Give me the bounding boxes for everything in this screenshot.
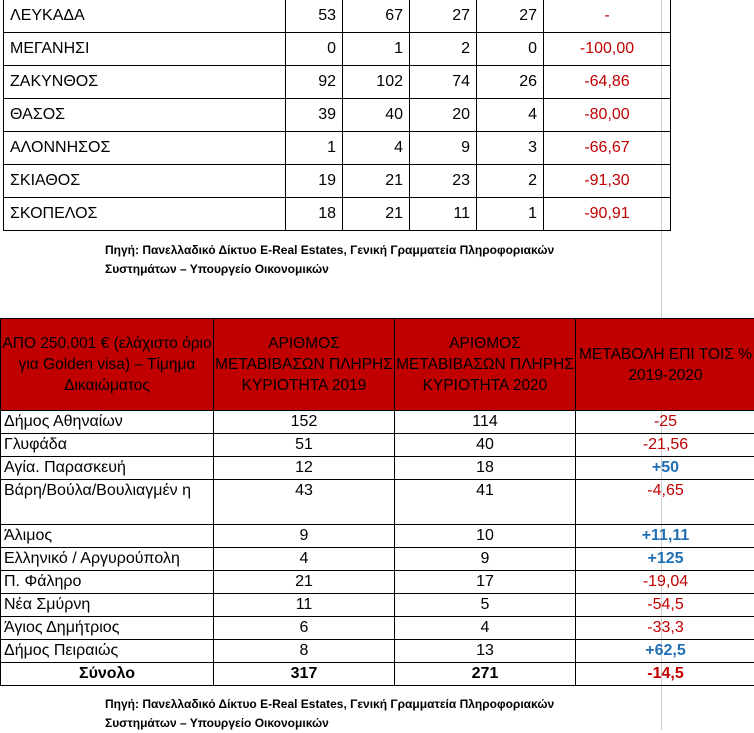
table-row <box>1 640 754 663</box>
cell-y2020: 114 <box>395 411 576 434</box>
cell-v4: 2 <box>477 165 544 198</box>
cell-v1: 53 <box>286 0 343 33</box>
cell-y2020: 5 <box>395 594 576 617</box>
cell-area: Γλυφάδα <box>1 434 214 457</box>
cell-area: Π. Φάληρο <box>1 571 214 594</box>
cell-v3: 27 <box>410 0 477 33</box>
cell-area: Νέα Σμύρνη <box>1 594 214 617</box>
cell-v3: 23 <box>410 165 477 198</box>
cell-v3: 9 <box>410 132 477 165</box>
cell-y2019: 9 <box>214 525 395 548</box>
cell-change: -66,67 <box>544 132 671 165</box>
source-note-top <box>105 241 625 279</box>
cell-v1: 19 <box>286 165 343 198</box>
cell-change: -80,00 <box>544 99 671 132</box>
cell-name: ΣΚΙΑΘΟΣ <box>4 165 286 198</box>
cell-v3: 74 <box>410 66 477 99</box>
cell-y2019: 51 <box>214 434 395 457</box>
cell-v3: 11 <box>410 198 477 231</box>
cell-v4: 26 <box>477 66 544 99</box>
header-cell: ΑΡΙΘΜΟΣ ΜΕΤΑΒΙΒΑΣΩΝ ΠΛΗΡΗΣ ΚΥΡΙΟΤΗΤΑ 2020 <box>395 319 576 411</box>
cell-area: Βάρη/Βούλα/Βουλιαγμέν η <box>1 480 214 525</box>
cell-y2020: 17 <box>395 571 576 594</box>
cell-v2: 21 <box>343 198 410 231</box>
islands-table <box>3 0 671 231</box>
table-row <box>4 66 671 99</box>
table-row <box>1 434 754 457</box>
source-note-bottom <box>105 695 625 733</box>
table-row <box>4 165 671 198</box>
cell-v2: 102 <box>343 66 410 99</box>
cell-change: -33,3 <box>576 617 754 640</box>
cell-name: ΛΕΥΚΑΔΑ <box>4 0 286 33</box>
header-cell: ΑΠΟ 250.001 € (ελάχιστο όριο για Golden visa) – Τίμημα Δικαιώματος <box>1 319 214 411</box>
cell-name: ΑΛΟΝΝΗΣΟΣ <box>4 132 286 165</box>
source-line: Συστημάτων – Υπουργείο Οικονομικών <box>105 714 625 733</box>
cell-y2019: 12 <box>214 457 395 480</box>
cell-change: +11,11 <box>576 525 754 548</box>
cell-v4: 4 <box>477 99 544 132</box>
cell-y2020: 13 <box>395 640 576 663</box>
source-line: Συστημάτων – Υπουργείο Οικονομικών <box>105 260 625 279</box>
table-row <box>1 457 754 480</box>
cell-y2019: 11 <box>214 594 395 617</box>
cell-v2: 21 <box>343 165 410 198</box>
cell-name: ΖΑΚΥΝΘΟΣ <box>4 66 286 99</box>
cell-y2020: 271 <box>395 663 576 686</box>
cell-area: Άγιος Δημήτριος <box>1 617 214 640</box>
cell-change: -19,04 <box>576 571 754 594</box>
cell-area: Άλιμος <box>1 525 214 548</box>
cell-v4: 1 <box>477 198 544 231</box>
cell-change: +125 <box>576 548 754 571</box>
cell-change: -90,91 <box>544 198 671 231</box>
cell-y2019: 21 <box>214 571 395 594</box>
cell-v1: 0 <box>286 33 343 66</box>
header-cell: ΑΡΙΘΜΟΣ ΜΕΤΑΒΙΒΑΣΩΝ ΠΛΗΡΗΣ ΚΥΡΙΟΤΗΤΑ 2019 <box>214 319 395 411</box>
table-row <box>1 617 754 640</box>
cell-area: Δήμος Αθηναίων <box>1 411 214 434</box>
cell-area: Αγία. Παρασκευή <box>1 457 214 480</box>
cell-v1: 1 <box>286 132 343 165</box>
cell-v4: 3 <box>477 132 544 165</box>
table-row <box>4 132 671 165</box>
cell-area: Ελληνικό / Αργυρούπολη <box>1 548 214 571</box>
cell-v2: 67 <box>343 0 410 33</box>
source-line: Πηγή: Πανελλαδικό Δίκτυο E-Real Estates, Γενική Γραμματεία Πληροφοριακών <box>105 695 625 714</box>
cell-y2020: 41 <box>395 480 576 525</box>
table-row <box>4 33 671 66</box>
cell-area: Σύνολο <box>1 663 214 686</box>
cell-v1: 39 <box>286 99 343 132</box>
cell-change: -14,5 <box>576 663 754 686</box>
cell-change: -25 <box>576 411 754 434</box>
cell-change: -64,86 <box>544 66 671 99</box>
cell-change: -100,00 <box>544 33 671 66</box>
cell-change: -21,56 <box>576 434 754 457</box>
cell-change: -54,5 <box>576 594 754 617</box>
table-row <box>1 525 754 548</box>
cell-area: Δήμος Πειραιώς <box>1 640 214 663</box>
cell-v1: 18 <box>286 198 343 231</box>
cell-y2019: 6 <box>214 617 395 640</box>
cell-change: - <box>544 0 671 33</box>
header-cell: ΜΕΤΑΒΟΛΗ ΕΠΙ ΤΟΙΣ % 2019-2020 <box>576 319 754 411</box>
cell-v4: 27 <box>477 0 544 33</box>
table-row <box>1 480 754 525</box>
header-row <box>1 319 754 411</box>
table-row <box>1 411 754 434</box>
cell-v4: 0 <box>477 33 544 66</box>
athens-golden-visa-table <box>0 318 754 686</box>
cell-y2019: 43 <box>214 480 395 525</box>
cell-change: -91,30 <box>544 165 671 198</box>
cell-v3: 20 <box>410 99 477 132</box>
table-row <box>1 594 754 617</box>
table-row <box>1 548 754 571</box>
cell-v2: 4 <box>343 132 410 165</box>
cell-y2019: 317 <box>214 663 395 686</box>
table-row <box>4 198 671 231</box>
table-row <box>4 0 671 33</box>
cell-y2020: 10 <box>395 525 576 548</box>
cell-change: +62,5 <box>576 640 754 663</box>
cell-change: +50 <box>576 457 754 480</box>
cell-v2: 40 <box>343 99 410 132</box>
cell-v1: 92 <box>286 66 343 99</box>
cell-name: ΣΚΟΠΕΛΟΣ <box>4 198 286 231</box>
cell-name: ΜΕΓΑΝΗΣΙ <box>4 33 286 66</box>
cell-name: ΘΑΣΟΣ <box>4 99 286 132</box>
cell-y2019: 4 <box>214 548 395 571</box>
cell-y2020: 18 <box>395 457 576 480</box>
cell-y2020: 4 <box>395 617 576 640</box>
cell-y2019: 152 <box>214 411 395 434</box>
cell-y2020: 40 <box>395 434 576 457</box>
cell-v2: 1 <box>343 33 410 66</box>
table-row <box>1 571 754 594</box>
cell-v3: 2 <box>410 33 477 66</box>
table-row <box>4 99 671 132</box>
cell-change: -4,65 <box>576 480 754 525</box>
source-line: Πηγή: Πανελλαδικό Δίκτυο E-Real Estates, Γενική Γραμματεία Πληροφοριακών <box>105 241 625 260</box>
total-row <box>1 663 754 686</box>
cell-y2019: 8 <box>214 640 395 663</box>
cell-y2020: 9 <box>395 548 576 571</box>
